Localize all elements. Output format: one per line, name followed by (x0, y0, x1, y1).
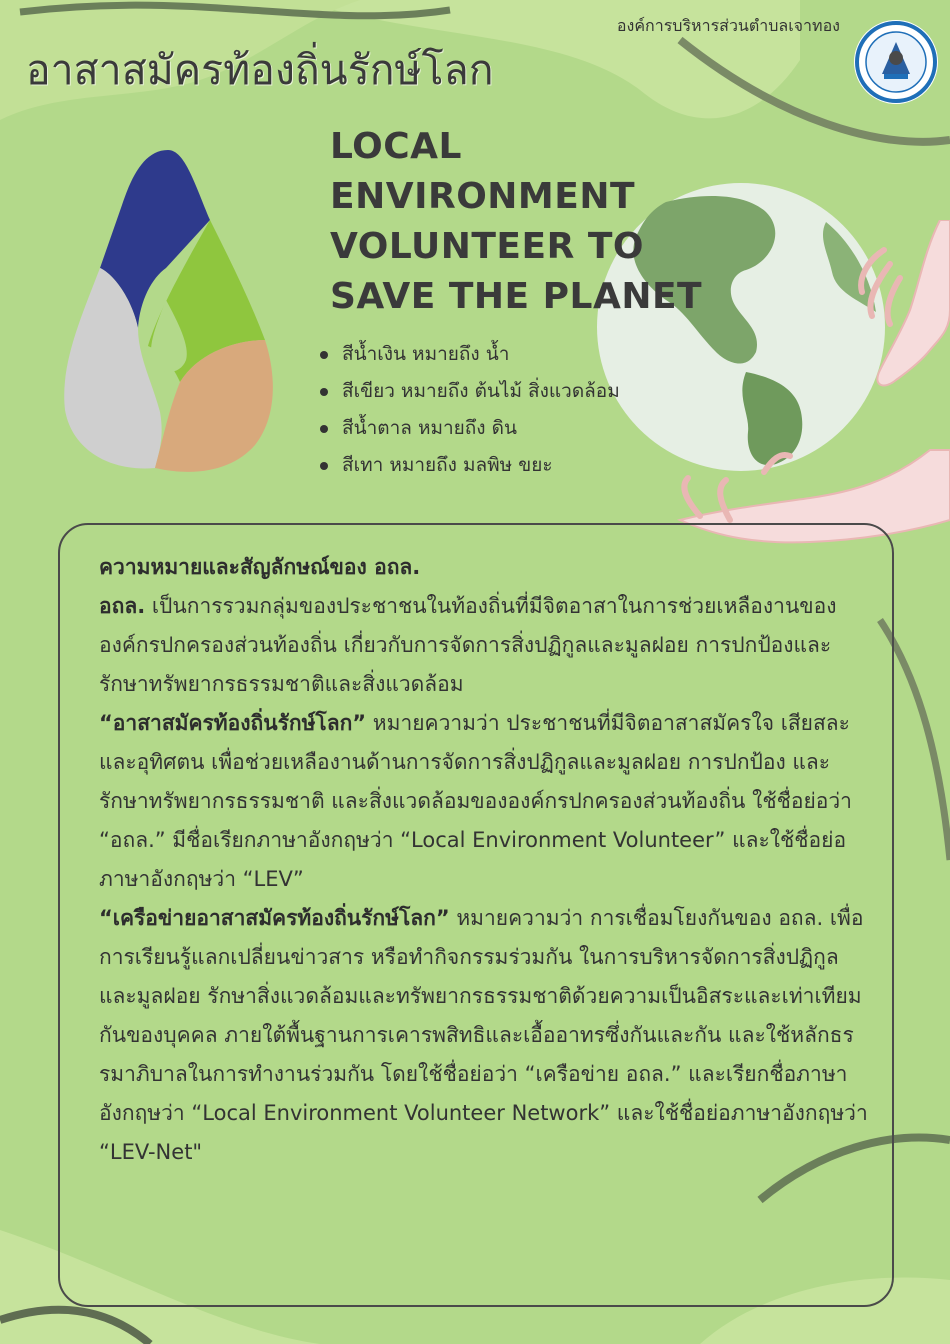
definition-text: หมายความว่า ประชาชนที่มีจิตอาสาสมัครใจ เสียสละ และอุทิศตน เพื่อช่วยเหลืองานด้านการจัดการสิ่งปฏิกูลและมูลฝอย การปกป้อง และรักษาทรัพยากรธรรมชาติ และสิ่งแวดล้อมขององค์กรปกครองส่วนท้องถิ่น ใช้ชื่อย่อว่า “อถล.” มีชื่อเรียกภาษาอังกฤษว่า “Local Environment Volunteer” และใช้ชื่อย่อภาษาอังกฤษว่า “LEV” (99, 711, 852, 891)
title-en-line: ENVIRONMENT (330, 176, 636, 217)
list-item: สีน้ำตาล หมายถึง ดิน (318, 410, 638, 447)
title-en-line: LOCAL (330, 126, 462, 167)
paragraph-definition-lev (99, 587, 869, 704)
content-body (99, 548, 869, 1172)
list-item: สีเทา หมายถึง มลพิษ ขยะ (318, 447, 638, 484)
title-en-line: VOLUNTEER TO (330, 226, 645, 267)
paragraph-definition-volunteer (99, 704, 869, 899)
title-en-line: SAVE THE PLANET (330, 276, 703, 317)
organization-name: องค์การบริหารส่วนตำบลเจาทอง (616, 16, 840, 35)
water-drop-logo-icon (60, 150, 278, 480)
term: อถล. (99, 594, 146, 618)
page-title-english (330, 122, 760, 322)
paragraph-definition-network (99, 899, 869, 1172)
term: “เครือข่ายอาสาสมัครท้องถิ่นรักษ์โลก” (99, 906, 450, 930)
section-heading: ความหมายและสัญลักษณ์ของ อถล. (99, 555, 421, 579)
list-item: สีเขียว หมายถึง ต้นไม้ สิ่งแวดล้อม (318, 373, 638, 410)
definition-text: เป็นการรวมกลุ่มของประชาชนในท้องถิ่นที่มีจิตอาสาในการช่วยเหลืองานขององค์กรปกครองส่วนท้องถิ่น เกี่ยวกับการจัดการสิ่งปฏิกูลและมูลฝอย การปกป้องและรักษาทรัพยากรธรรมชาติและสิ่งแวดล้อม (99, 594, 837, 696)
page-title-thai: อาสาสมัครท้องถิ่นรักษ์โลก (26, 46, 494, 94)
organization-seal-icon (852, 18, 940, 106)
hand-right-fingers (861, 250, 900, 324)
definition-text: หมายความว่า การเชื่อมโยงกันของ อถล. เพื่อการเรียนรู้แลกเปลี่ยนข่าวสาร หรือทำกิจกรรมร่วมกัน ในการบริหารจัดการสิ่งปฏิกูลและมูลฝอย รักษาสิ่งแวดล้อมและทรัพยากรธรรมชาติด้วยความเป็นอิสระและเท่าเทียมกันของบุคคล ภายใต้พื้นฐานการเคารพสิทธิและเอื้ออาทรซึ่งกันและกัน และใช้หลักธรรมาภิบาลในการทำงานร่วมกัน โดยใช้ชื่อย่อว่า “เครือข่าย อถล.” และเรียกชื่อภาษาอังกฤษว่า “Local Environment Volunteer Network” และใช้ชื่อย่อภาษาอังกฤษว่า “LEV-Net" (99, 906, 868, 1164)
term: “อาสาสมัครท้องถิ่นรักษ์โลก” (99, 711, 367, 735)
list-item: สีน้ำเงิน หมายถึง น้ำ (318, 336, 638, 373)
logo-gray-segment (64, 268, 161, 468)
color-legend-list (318, 336, 638, 484)
